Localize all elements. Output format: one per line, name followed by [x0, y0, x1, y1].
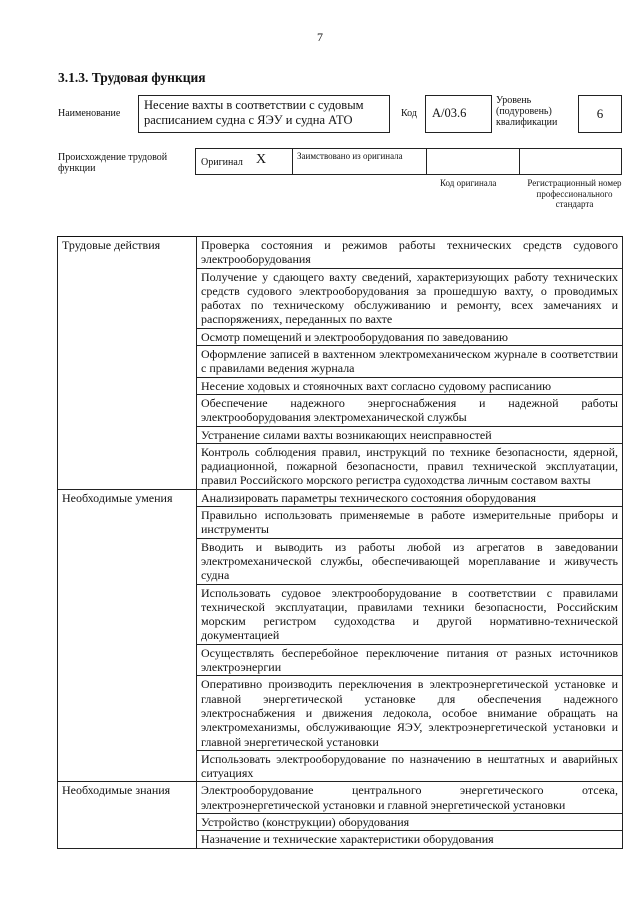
- original-label: Оригинал: [201, 157, 243, 168]
- original-mark: X: [256, 152, 267, 167]
- function-table: [57, 236, 623, 849]
- borrowed-label: Заимствовано из оригинала: [297, 151, 403, 161]
- function-table-body: [58, 237, 623, 849]
- code-original-cell: [427, 149, 520, 174]
- category-cell: Необходимые умения: [58, 489, 197, 782]
- reg-number-caption: Регистрационный номер профессионального стандарта: [527, 178, 622, 209]
- item-cell: Электрооборудование центрального энергетического отсека, электроэнергетической установки и главной энергетической установки: [197, 782, 623, 814]
- item-cell: Проверка состояния и режимов работы технических средств судового электрооборудования: [197, 237, 623, 269]
- origin-row: [195, 148, 622, 175]
- item-cell: Оформление записей в вахтенном электромеханическом журнале в соответствии с правилами ведения журнала: [197, 346, 623, 378]
- item-cell: Осуществлять бесперебойное переключение питания от разных источников электроэнергии: [197, 644, 623, 676]
- borrowed-cell: [293, 149, 427, 174]
- page-number: 7: [317, 30, 323, 44]
- function-name-box: Несение вахты в соответствии с судовым расписанием судна с ЯЭУ и судна АТО: [138, 95, 390, 133]
- table-row: [58, 489, 623, 506]
- code-original-caption: Код оригинала: [440, 178, 497, 188]
- category-cell: Необходимые знания: [58, 782, 197, 848]
- item-cell: Получение у сдающего вахту сведений, характеризующих работу технических средств судового электрооборудования за прошедшую вахту, о проводимых работах по техническому обслуживанию и ремонту, всех замечаниях и распоряжениях, переданных по вахте: [197, 268, 623, 328]
- code-value-box: A/03.6: [425, 95, 492, 133]
- item-cell: Использовать электрооборудование по назначению в нештатных и аварийных ситуациях: [197, 750, 623, 782]
- item-cell: Правильно использовать применяемые в работе измерительные приборы и инструменты: [197, 507, 623, 539]
- item-cell: Назначение и технические характеристики оборудования: [197, 831, 623, 848]
- section-heading: 3.1.3. Трудовая функция: [58, 70, 206, 85]
- origin-label: Происхождение трудовой функции: [58, 152, 168, 174]
- item-cell: Оперативно производить переключения в электроэнергетической установке и главной энергетической установке для обеспечения надежного электроснабжения и движения ледокола, особое внимание обращать на электромеханизмы, обслуживающие ЯЭУ, электроэнергетической установки и главной энергетической установки: [197, 676, 623, 750]
- name-label: Наименование: [58, 108, 121, 119]
- item-cell: Анализировать параметры технического состояния оборудования: [197, 489, 623, 506]
- item-cell: Вводить и выводить из работы любой из агрегатов в заведовании электромеханической службы, обеспечивающей мореплавание и живучесть судна: [197, 538, 623, 584]
- table-row: [58, 782, 623, 814]
- category-cell: Трудовые действия: [58, 237, 197, 490]
- item-cell: Использовать судовое электрооборудование в соответствии с правилами технической эксплуатации, правилами техники безопасности, Российским морским регистром судоходства и другой нормативно-технической документацией: [197, 584, 623, 644]
- original-cell: [196, 149, 293, 174]
- level-label: Уровень (подуровень) квалификации: [496, 95, 558, 128]
- item-cell: Устранение силами вахты возникающих неисправностей: [197, 426, 623, 443]
- reg-number-cell: [520, 149, 623, 174]
- code-label: Код: [401, 108, 417, 119]
- item-cell: Осмотр помещений и электрооборудования по заведованию: [197, 328, 623, 345]
- item-cell: Обеспечение надежного энергоснабжения и надежной работы электрооборудования электромеханической службы: [197, 394, 623, 426]
- item-cell: Несение ходовых и стояночных вахт согласно судовому расписанию: [197, 377, 623, 394]
- item-cell: Устройство (конструкции) оборудования: [197, 813, 623, 830]
- table-row: [58, 237, 623, 269]
- item-cell: Контроль соблюдения правил, инструкций по технике безопасности, ядерной, радиационной, пожарной безопасности, правил технической эксплуатации, правил Российского морского регистра судоходства личным составом вахты: [197, 443, 623, 489]
- level-value-box: 6: [578, 95, 622, 133]
